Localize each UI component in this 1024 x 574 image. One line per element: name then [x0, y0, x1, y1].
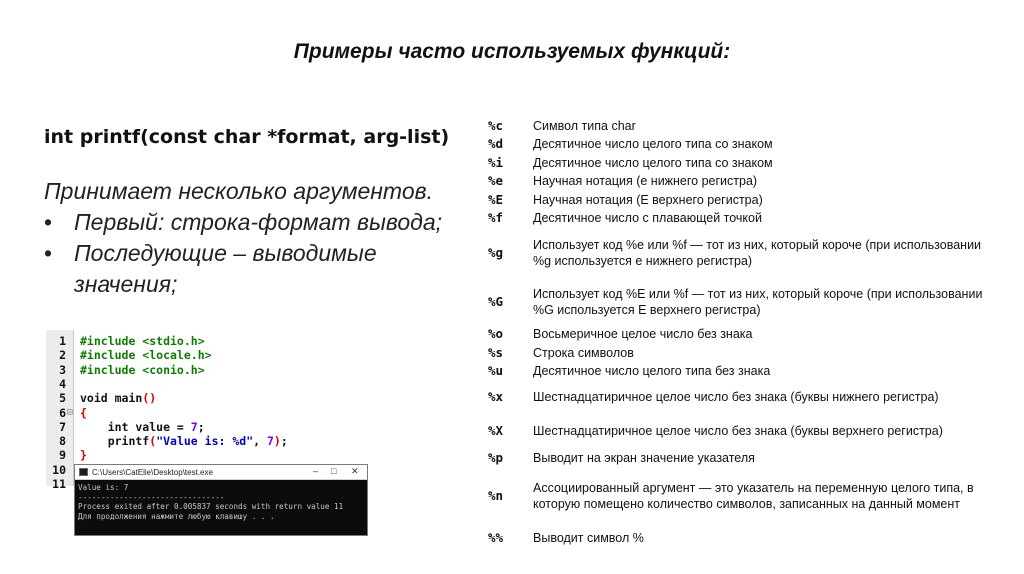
format-spec: %p	[488, 450, 504, 465]
function-signature: int printf(const char *format, arg-list)	[44, 126, 450, 148]
console-output	[78, 483, 364, 521]
format-description: Строка символов	[533, 346, 634, 360]
line-number: 3	[59, 362, 66, 377]
line-number: 5	[59, 391, 66, 406]
code-text: printf("Value is: %d", 7);	[80, 434, 288, 449]
format-description: Ассоциированный аргумент — это указатель на переменную целого типа, в которую помещено количество символов, записанных на данный момент	[533, 481, 974, 511]
format-spec: %c	[488, 118, 504, 133]
format-description: Научная нотация (e нижнего регистра)	[533, 174, 758, 188]
bullet-glyph: •	[44, 240, 53, 266]
slide-title: Примеры часто используемых функций:	[293, 40, 731, 63]
format-description: Шестнадцатиричное целое число без знака (буквы верхнего регистра)	[533, 424, 943, 438]
format-description: Десятичное число с плавающей точкой	[533, 211, 762, 225]
bullet-text: Первый: строка-формат вывода;	[74, 209, 443, 235]
format-spec: %%	[488, 530, 504, 545]
line-number: 6	[59, 405, 66, 420]
code-line	[46, 363, 368, 377]
line-number: 2	[59, 348, 66, 363]
code-text: #include <locale.h>	[80, 348, 212, 363]
format-spec: %s	[488, 345, 504, 360]
console-title: C:\Users\CatElie\Desktop\test.exe	[92, 468, 213, 477]
line-number: 7	[59, 419, 66, 434]
line-number: 9	[59, 448, 66, 463]
format-description: Шестнадцатиричное целое число без знака (буквы нижнего регистра)	[533, 390, 939, 404]
format-spec: %x	[488, 389, 504, 404]
code-line	[46, 334, 368, 348]
code-text: int value = 7;	[80, 419, 205, 434]
console-titlebar[interactable]	[75, 465, 367, 480]
format-spec: %i	[488, 155, 504, 170]
format-spec: %X	[488, 423, 504, 438]
minimize-button[interactable]: –	[313, 466, 319, 476]
format-description: Выводит символ %	[533, 531, 644, 545]
console-app-icon	[79, 468, 88, 476]
code-line	[46, 348, 368, 362]
code-line	[46, 377, 368, 391]
format-spec: %d	[488, 136, 504, 151]
format-description: Символ типа char	[533, 119, 636, 133]
format-spec: %u	[488, 363, 504, 378]
code-text: {	[80, 405, 87, 420]
code-line	[46, 391, 368, 405]
format-spec: %g	[488, 245, 504, 260]
format-spec: %E	[488, 192, 504, 207]
close-button[interactable]: ✕	[351, 466, 359, 476]
format-description: Выводит на экран значение указателя	[533, 451, 755, 465]
fold-toggle-icon[interactable]: ⊟	[67, 406, 74, 418]
console-line: Value is: 7	[78, 483, 129, 492]
line-number: 11	[52, 477, 66, 491]
code-line	[46, 448, 368, 462]
format-spec: %o	[488, 326, 504, 341]
bullet-item	[44, 238, 484, 300]
format-description: Восьмеричное целое число без знака	[533, 327, 753, 341]
code-text: #include <stdio.h>	[80, 334, 205, 348]
format-spec: %f	[488, 210, 504, 225]
line-number: 10	[52, 462, 66, 477]
line-number: 8	[59, 434, 66, 449]
code-line	[46, 420, 368, 434]
code-line	[46, 406, 368, 420]
description-lead: Принимает несколько аргументов.	[44, 178, 434, 204]
format-spec: %G	[488, 294, 504, 309]
maximize-button[interactable]: □	[331, 466, 337, 476]
console-line: Process exited after 0.005837 seconds with return value 11	[78, 502, 344, 512]
bullet-item	[44, 207, 484, 238]
code-text: void main()	[80, 391, 157, 406]
console-line: Для продолжения нажмите любую клавишу . . .	[78, 511, 275, 521]
line-number: 1	[59, 334, 66, 348]
description	[44, 176, 484, 300]
format-description: Использует код %e или %f — тот из них, который короче (при использовании %g используется e нижнего регистра)	[533, 238, 982, 268]
bullet-glyph: •	[44, 209, 53, 235]
format-description: Десятичное число целого типа со знаком	[533, 137, 773, 151]
code-text: }	[80, 448, 87, 463]
format-description: Использует код %E или %f — тот из них, который короче (при использовании %G используется E верхнего регистра)	[533, 287, 983, 317]
format-spec: %e	[488, 173, 504, 188]
code-text: #include <conio.h>	[80, 362, 205, 377]
code-line	[46, 434, 368, 448]
bullet-text: Последующие – выводимые значения;	[74, 240, 377, 297]
description-bullets	[44, 207, 484, 300]
console-window[interactable]	[74, 464, 368, 536]
format-description: Десятичное число целого типа без знака	[533, 364, 771, 378]
format-spec: %n	[488, 488, 504, 503]
format-description: Научная нотация (E верхнего регистра)	[533, 193, 763, 207]
line-number: 4	[59, 376, 66, 391]
format-description: Десятичное число целого типа со знаком	[533, 156, 773, 170]
console-line: --------------------------------	[78, 492, 225, 502]
